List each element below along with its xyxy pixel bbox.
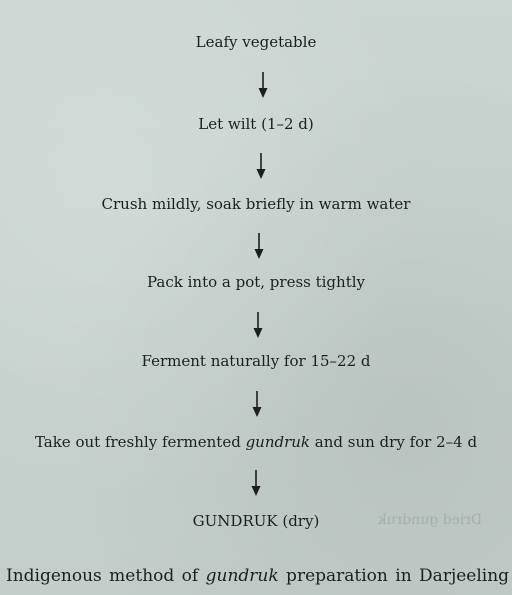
step-crush-soak: Crush mildly, soak briefly in warm water [101,195,411,213]
step-ferment: Ferment naturally for 15–22 d [141,352,371,370]
caption-before: Indigenous method of [6,566,206,586]
step-take-out-sun-dry [0,432,512,452]
down-arrow-icon [257,72,269,98]
bleed-through-text: Dried gundruk [378,512,483,528]
step-take-out-after: and sun dry for 2–4 d [310,433,478,451]
step-gundruk-dry: GUNDRUK (dry) [192,512,320,530]
down-arrow-icon [255,153,267,179]
figure-caption [6,565,512,587]
down-arrow-icon [253,233,265,259]
down-arrow-icon [250,470,262,496]
step-leafy-vegetable: Leafy vegetable [195,33,317,51]
down-arrow-icon [251,391,263,417]
caption-italic: gundruk [205,566,279,586]
caption-after: preparation in Darjeeling [278,566,510,586]
step-let-wilt: Let wilt (1–2 d) [198,115,314,133]
step-take-out-italic: gundruk [245,433,311,451]
down-arrow-icon [252,312,264,338]
step-pack-pot: Pack into a pot, press tightly [146,273,365,291]
step-take-out-text: Take out freshly fermented [34,433,246,451]
